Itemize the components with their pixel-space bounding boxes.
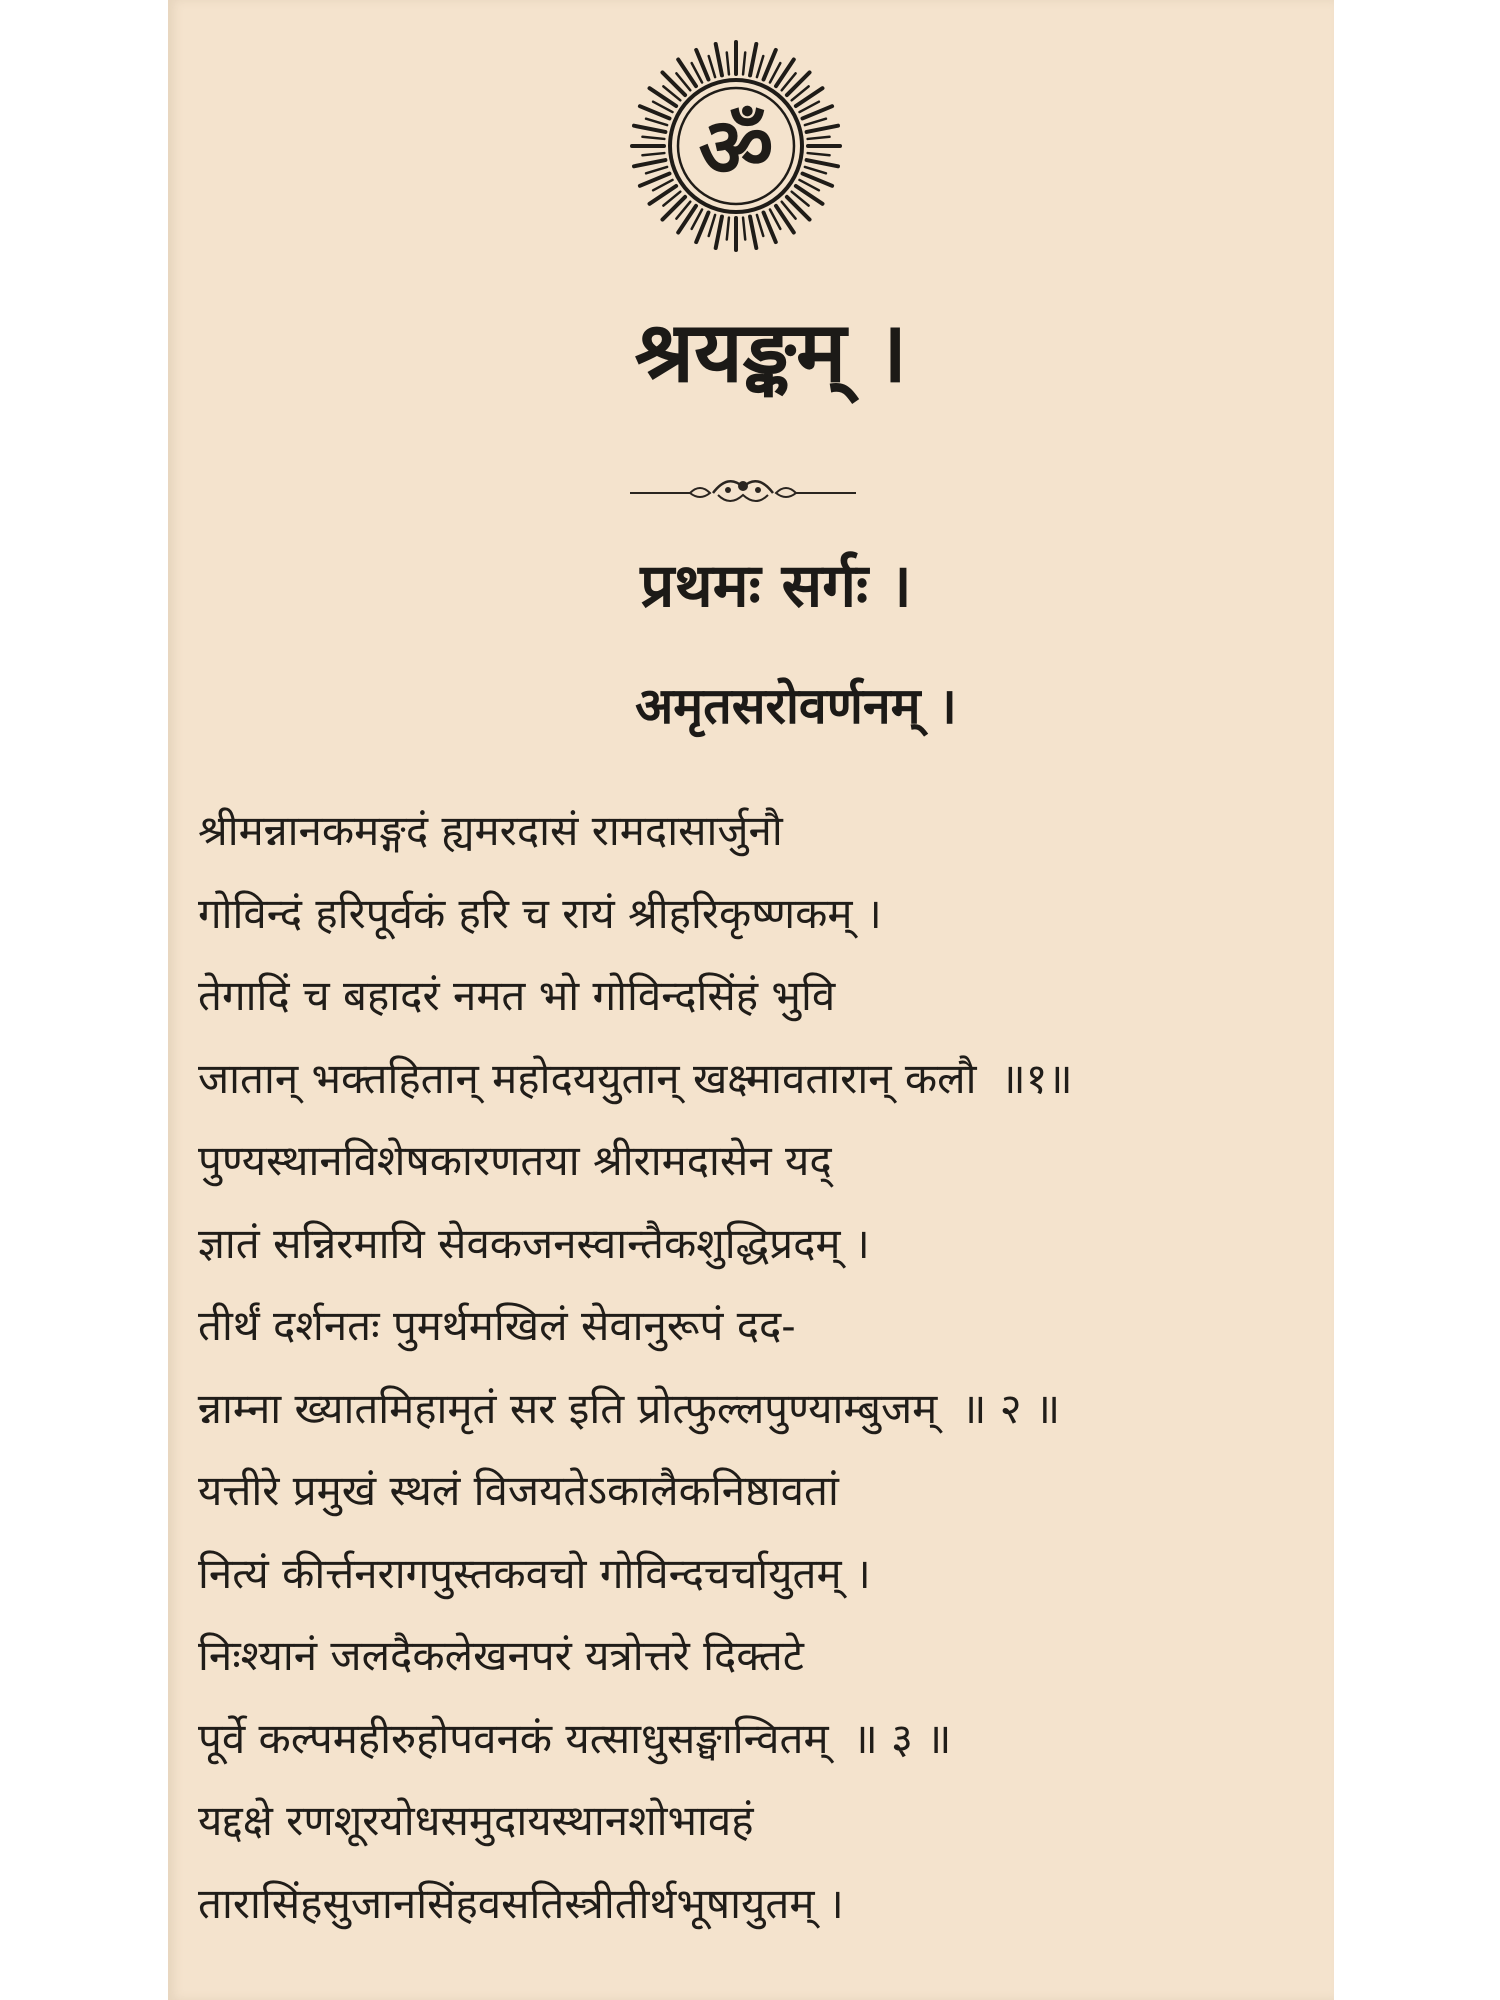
verse-line	[198, 1038, 1318, 1121]
verse-line	[198, 873, 1318, 956]
verse-number: ॥१॥	[1000, 1053, 1073, 1103]
verse-text: ज्ञातं सन्निरमायि सेवकजनस्वान्तैकशुद्धिप्रदम् ।	[198, 1218, 870, 1268]
verse-line	[198, 790, 1318, 873]
verse-line	[198, 1533, 1318, 1616]
om-glyph: ॐ	[698, 101, 774, 196]
verse-text: श्रीमन्नानकमङ्गदं ह्यमरदासं रामदासार्जुनौ	[198, 806, 783, 855]
verse-number: ॥ २ ॥	[961, 1383, 1061, 1433]
verse-text: पुण्यस्थानविशेषकारणतया श्रीरामदासेन यद्	[198, 1136, 832, 1185]
verse-line	[198, 955, 1318, 1038]
verse-line	[198, 1615, 1318, 1698]
canto-heading: प्रथमः सर्गः ।	[640, 551, 912, 621]
verse-line	[198, 1368, 1318, 1451]
verse-text: तीर्थं दर्शनतः पुमर्थमखिलं सेवानुरूपं दद-	[198, 1301, 796, 1350]
verse-line	[198, 1450, 1318, 1533]
floral-divider-icon	[628, 470, 858, 512]
section-heading: अमृतसरोवर्णनम् ।	[635, 676, 957, 735]
verse-text: नित्यं कीर्त्तनरागपुस्तकवचो गोविन्दचर्चायुतम् ।	[198, 1548, 871, 1598]
verse-text: यद्दक्षे रणशूरयोधसमुदायस्थानशोभावहं	[198, 1796, 754, 1845]
om-sunburst-icon	[628, 38, 844, 254]
verse-list	[198, 790, 1318, 1945]
verse-number: ॥ ३ ॥	[852, 1713, 952, 1763]
verse-text: जातान् भक्तहितान् महोदययुतान् खक्ष्मावतारान् कलौ	[198, 1053, 977, 1103]
verse-text: न्नाम्ना ख्यातमिहामृतं सर इति प्रोत्फुल्लपुण्याम्बुजम्	[198, 1383, 938, 1433]
verse-text: तेगादिं च बहादरं नमत भो गोविन्दसिंहं भुवि	[198, 971, 836, 1020]
verse-text: तारासिंहसुजानसिंहवसतिस्त्रीतीर्थभूषायुतम् ।	[198, 1878, 844, 1928]
verse-line	[198, 1203, 1318, 1286]
verse-line	[198, 1120, 1318, 1203]
verse-text: गोविन्दं हरिपूर्वकं हरि च रायं श्रीहरिकृष्णकम् ।	[198, 888, 882, 938]
verse-line	[198, 1698, 1318, 1781]
verse-text: निःश्यानं जलदैकलेखनपरं यत्रोत्तरे दिक्तटे	[198, 1631, 804, 1680]
verse-line	[198, 1285, 1318, 1368]
verse-line	[198, 1780, 1318, 1863]
verse-text: पूर्वे कल्पमहीरुहोपवनकं यत्साधुसङ्घान्वितम्	[198, 1713, 829, 1763]
page-title: श्रयङ्कम् ।	[634, 302, 908, 401]
verse-line	[198, 1863, 1318, 1946]
verse-text: यत्तीरे प्रमुखं स्थलं विजयतेऽकालैकनिष्ठावतां	[198, 1466, 839, 1515]
